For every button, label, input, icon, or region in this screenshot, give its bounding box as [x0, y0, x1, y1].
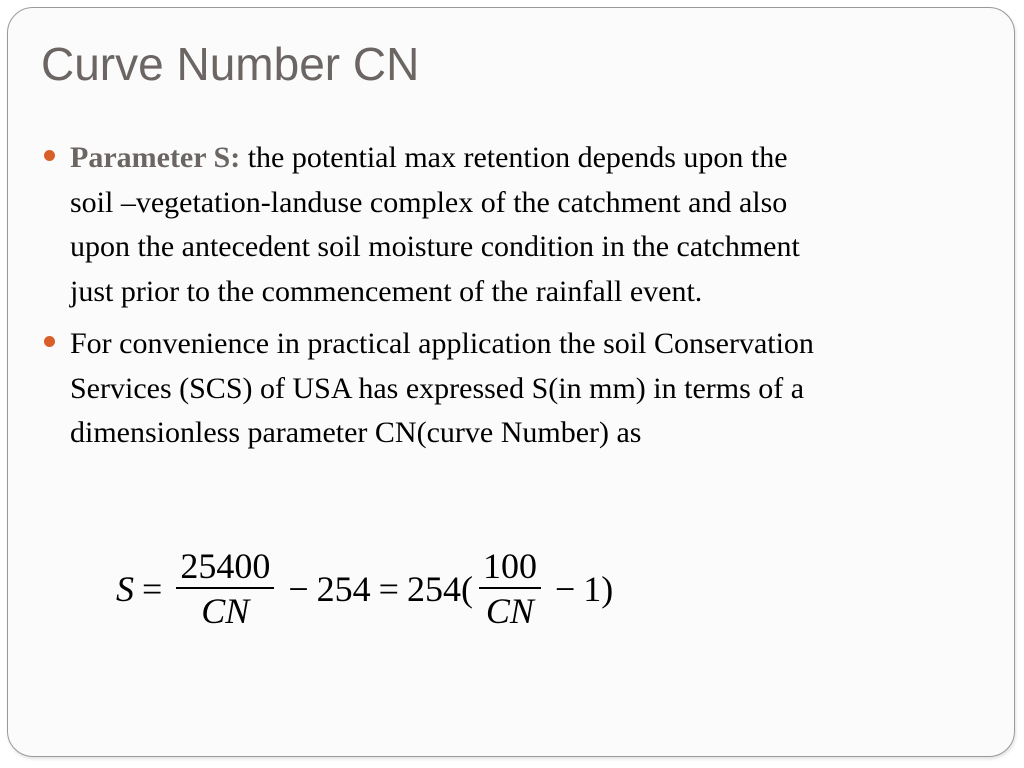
formula-tail: 1) — [583, 568, 614, 609]
formula-equals: = — [142, 568, 163, 609]
formula-minus: − — [554, 568, 576, 609]
bullet-item-convenience — [44, 322, 824, 456]
slide-frame — [7, 7, 1015, 757]
bullet-body-text: the potential max retention depends upon the soil –vegetation-landuse complex of the catchment and also upon the antecedent soil moisture condition in the catchment just prior to the commencement of the rainfall event. — [70, 141, 800, 308]
formula-fraction-25400-cn — [176, 548, 274, 629]
formula-constant: 254 — [316, 568, 371, 609]
formula-lhs: S — [116, 568, 134, 609]
formula-constant-paren: 254( — [406, 568, 473, 609]
formula-equals: = — [378, 568, 399, 609]
bullet-list — [44, 136, 824, 464]
bullet-item-parameter-s — [44, 136, 824, 314]
bullet-body-text: For convenience in practical application the soil Conservation Services (SCS) of USA has expressed S(in mm) in terms of a dimensionless parameter CN(curve Number) as — [70, 327, 814, 449]
slide-title: Curve Number CN — [41, 38, 420, 90]
formula-fraction-100-cn — [479, 548, 541, 629]
bullet-dot-icon — [44, 336, 55, 347]
fraction-denominator: CN — [201, 591, 250, 631]
bullet-dot-icon — [44, 150, 55, 161]
fraction-denominator: CN — [485, 591, 534, 631]
formula-minus: − — [288, 568, 309, 609]
fraction-numerator: 100 — [479, 548, 541, 589]
fraction-numerator: 25400 — [176, 548, 274, 589]
bullet-lead-text: Parameter S: — [70, 141, 241, 174]
cn-formula — [116, 548, 613, 629]
